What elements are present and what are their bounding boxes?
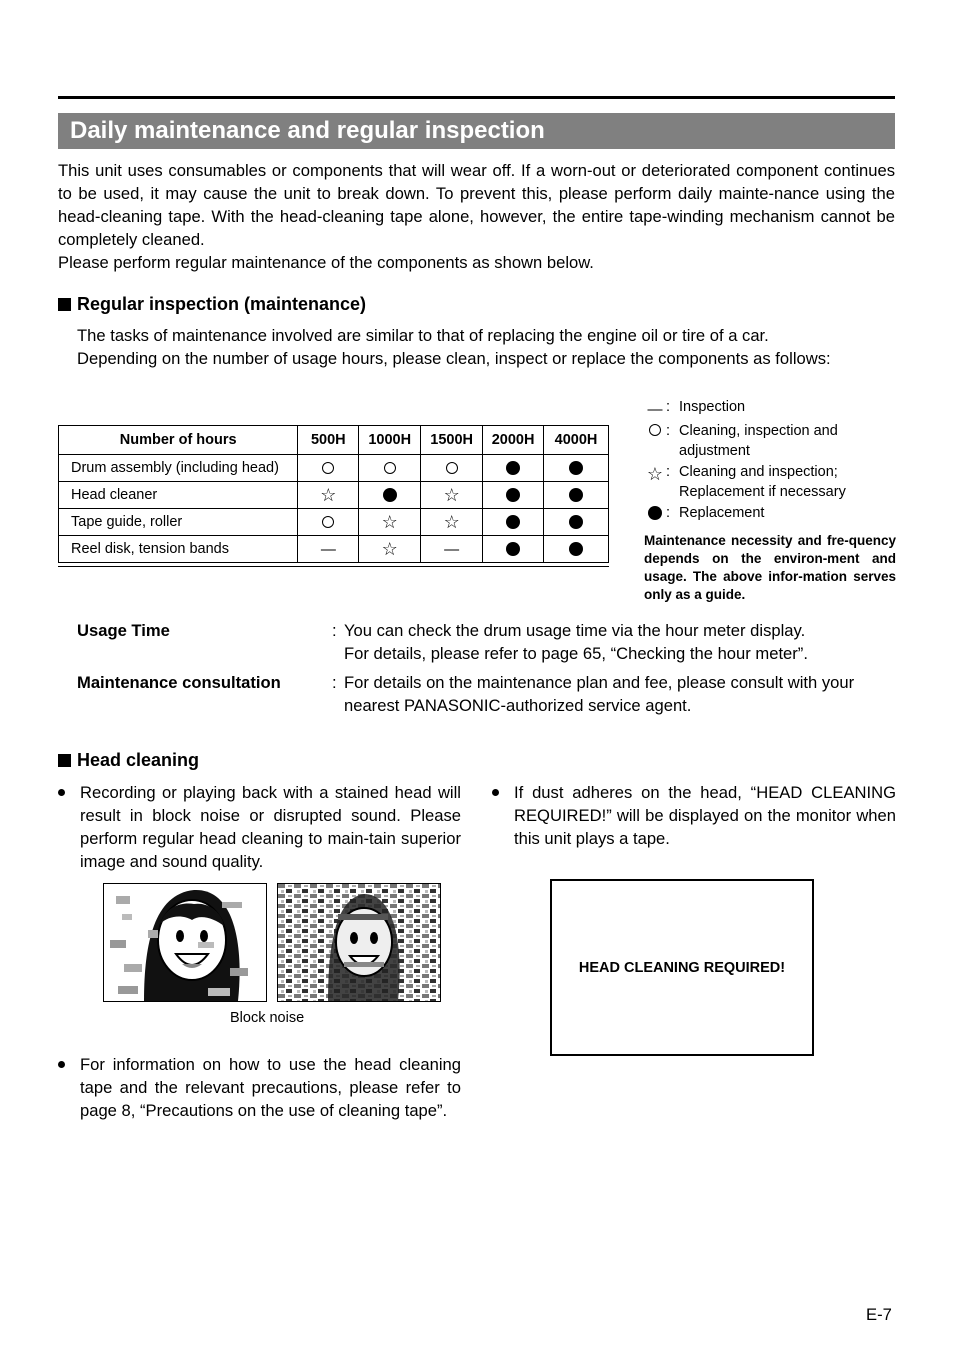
table-row bbox=[59, 482, 609, 509]
table-row bbox=[59, 455, 609, 482]
table-header: 4000H bbox=[544, 426, 609, 455]
clean-face-illustration bbox=[103, 883, 267, 1002]
table-cell bbox=[483, 536, 544, 563]
table-cell bbox=[483, 482, 544, 509]
monitor-display bbox=[550, 879, 814, 1056]
component-name: Drum assembly (including head) bbox=[59, 455, 298, 482]
bullet-icon bbox=[58, 789, 65, 796]
filled-dot-icon bbox=[506, 515, 520, 529]
bullet-item bbox=[492, 781, 896, 850]
table-cell bbox=[298, 482, 359, 509]
bullet-icon bbox=[58, 1061, 65, 1068]
legend-colon: : bbox=[666, 504, 671, 521]
consultation-label: Maintenance consultation bbox=[77, 673, 281, 692]
legend-colon: : bbox=[666, 422, 671, 439]
intro-paragraph-2: Please perform regular maintenance of the components as shown below. bbox=[58, 253, 594, 272]
usage-line-1: You can check the drum usage time via the hour meter display. bbox=[344, 621, 806, 640]
bullet-text-cleaning-tape: For information on how to use the head cleaning tape and the relevant precautions, please refer to page 8, “Precautions on the use of cleaning tape”. bbox=[80, 1055, 461, 1120]
head-cleaning-heading bbox=[58, 750, 199, 771]
consultation-text: For details on the maintenance plan and fee, please consult with your nearest PANASONIC-authorized service agent. bbox=[344, 673, 855, 715]
table-header: Number of hours bbox=[59, 426, 298, 455]
usage-time-block bbox=[77, 619, 897, 665]
table-cell bbox=[544, 482, 609, 509]
circle-icon bbox=[649, 424, 661, 436]
legend-item bbox=[644, 503, 896, 524]
circle-icon bbox=[322, 462, 334, 474]
table-header: 1500H bbox=[421, 426, 483, 455]
square-bullet-icon bbox=[58, 298, 71, 311]
filled-dot-icon bbox=[506, 542, 520, 556]
table-cell bbox=[298, 455, 359, 482]
bullet-icon bbox=[492, 789, 499, 796]
dash-icon: — bbox=[444, 540, 460, 558]
table-cell bbox=[544, 509, 609, 536]
table-cell bbox=[544, 536, 609, 563]
table-header-row bbox=[59, 426, 609, 455]
table-header: 2000H bbox=[483, 426, 544, 455]
filled-dot-icon bbox=[569, 515, 583, 529]
regular-inspection-text bbox=[77, 324, 897, 370]
consultation-colon: : bbox=[332, 673, 337, 692]
maintenance-consultation-block bbox=[77, 671, 897, 717]
legend-note: Maintenance necessity and fre-quency depends on the environ-ment and usage. The above infor-mation serves only as a guide. bbox=[644, 533, 896, 602]
bullet-text-dust-warning: If dust adheres on the head, “HEAD CLEANING REQUIRED!” will be displayed on the monitor when this unit plays a tape. bbox=[514, 783, 896, 848]
table-row bbox=[59, 509, 609, 536]
head-cleaning-heading-text: Head cleaning bbox=[77, 750, 200, 770]
table-cell bbox=[298, 536, 359, 563]
circle-icon bbox=[384, 462, 396, 474]
dash-icon: — bbox=[647, 401, 663, 418]
table-cell bbox=[298, 509, 359, 536]
legend-colon: : bbox=[666, 399, 671, 415]
usage-time-label: Usage Time bbox=[77, 621, 170, 640]
legend-text: Cleaning and inspection; Replacement if necessary bbox=[679, 463, 846, 500]
usage-colon: : bbox=[332, 621, 337, 640]
table-header: 500H bbox=[298, 426, 359, 455]
title-bar bbox=[58, 113, 895, 149]
star-icon: ☆ bbox=[443, 512, 460, 532]
block-noise-illustration bbox=[277, 883, 441, 1002]
table-row bbox=[59, 536, 609, 563]
circle-icon bbox=[322, 516, 334, 528]
filled-dot-icon bbox=[569, 488, 583, 502]
table-cell bbox=[359, 482, 421, 509]
circle-icon bbox=[446, 462, 458, 474]
table-cell bbox=[421, 536, 483, 563]
component-name: Tape guide, roller bbox=[59, 509, 298, 536]
table-cell bbox=[421, 455, 483, 482]
table-cell bbox=[544, 455, 609, 482]
legend-item bbox=[644, 462, 896, 503]
dash-icon: — bbox=[320, 540, 336, 558]
star-icon: ☆ bbox=[320, 485, 337, 505]
star-icon: ☆ bbox=[381, 512, 398, 532]
regular-inspection-heading bbox=[58, 294, 366, 315]
square-bullet-icon bbox=[58, 754, 71, 767]
regular-line-2: Depending on the number of usage hours, please clean, inspect or replace the components as follows: bbox=[77, 349, 831, 368]
filled-dot-icon bbox=[569, 542, 583, 556]
table-cell bbox=[359, 509, 421, 536]
filled-dot-icon bbox=[506, 488, 520, 502]
legend-text: Replacement bbox=[679, 504, 765, 521]
table-cell bbox=[483, 509, 544, 536]
table-cell bbox=[421, 509, 483, 536]
top-rule bbox=[58, 96, 895, 99]
bullet-item bbox=[58, 1053, 461, 1122]
image-caption: Block noise bbox=[230, 1010, 305, 1026]
legend-item bbox=[644, 397, 896, 421]
intro-paragraph-1: This unit uses consumables or components that will wear off. If a worn-out or deteriorated component continues to be used, it may cause the unit to break down. To prevent this, please perform daily mainte-nance using the head-cleaning tape. With the head-cleaning tape alone, however, the entire tape-winding mechanism cannot be completely cleaned. bbox=[58, 161, 895, 249]
filled-dot-icon bbox=[383, 488, 397, 502]
star-icon: ☆ bbox=[381, 539, 398, 559]
legend-item bbox=[644, 421, 896, 462]
filled-dot-icon bbox=[506, 461, 520, 475]
bullet-text-stained-head: Recording or playing back with a stained head will result in block noise or disrupted sound. Please perform regular head cleaning to main-tain superior image and sound quality. bbox=[80, 783, 461, 871]
filled-dot-icon bbox=[648, 506, 662, 520]
bullet-item bbox=[58, 781, 461, 873]
legend-text: Cleaning, inspection and adjustment bbox=[679, 422, 838, 459]
table-cell bbox=[421, 482, 483, 509]
table-header: 1000H bbox=[359, 426, 421, 455]
monitor-warning-text: HEAD CLEANING REQUIRED! bbox=[578, 959, 786, 976]
component-name: Head cleaner bbox=[59, 482, 298, 509]
filled-dot-icon bbox=[569, 461, 583, 475]
star-icon: ☆ bbox=[646, 463, 664, 484]
symbol-legend bbox=[644, 397, 896, 604]
table-bottom-rule bbox=[58, 566, 609, 567]
table-cell bbox=[359, 536, 421, 563]
intro-text bbox=[58, 159, 895, 274]
star-icon: ☆ bbox=[443, 485, 460, 505]
table-cell bbox=[483, 455, 544, 482]
component-name: Reel disk, tension bands bbox=[59, 536, 298, 563]
page-title: Daily maintenance and regular inspection bbox=[70, 117, 545, 144]
page-number: E-7 bbox=[866, 1305, 892, 1324]
maintenance-table bbox=[58, 425, 609, 563]
usage-line-2: For details, please refer to page 65, “Checking the hour meter”. bbox=[344, 644, 808, 663]
table-cell bbox=[359, 455, 421, 482]
regular-line-1: The tasks of maintenance involved are similar to that of replacing the engine oil or tire of a car. bbox=[77, 326, 769, 345]
legend-text: Inspection bbox=[679, 399, 746, 415]
legend-colon: : bbox=[666, 463, 671, 480]
regular-inspection-heading-text: Regular inspection (maintenance) bbox=[77, 294, 367, 314]
